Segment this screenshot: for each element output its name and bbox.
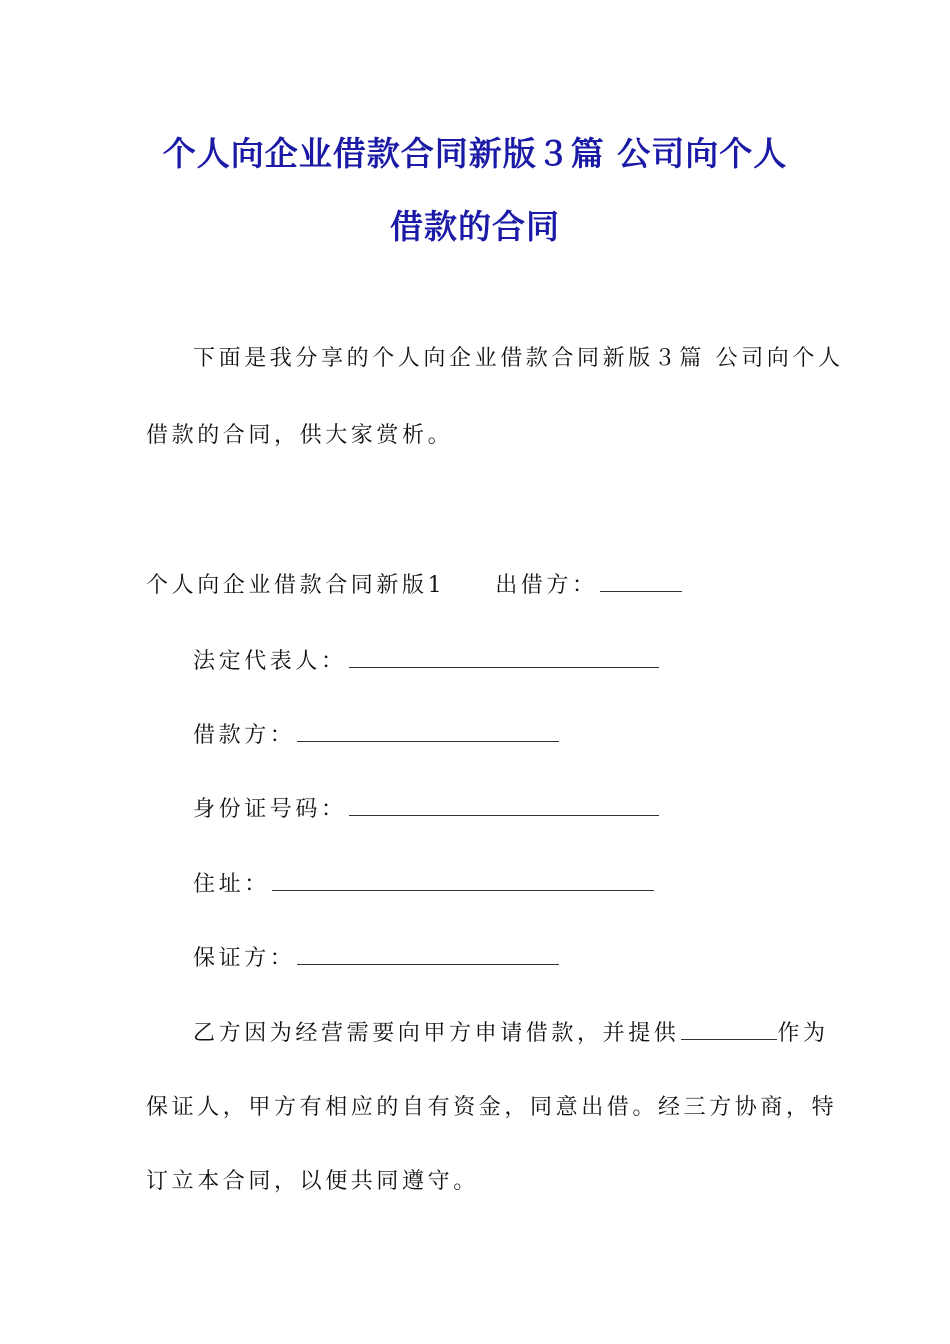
id-number-label: 身份证号码： [193,797,347,822]
borrower-row [193,719,559,751]
paragraph-line-1-end: 作为 [777,1021,829,1046]
guarantor-label: 保证方： [193,946,296,971]
legal-rep-blank[interactable] [349,645,659,668]
lender-blank[interactable] [600,569,682,592]
paragraph-line-1 [193,1017,829,1049]
address-label: 住址： [193,872,270,897]
address-row [193,868,654,900]
document-title-line-1: 个人向企业借款合同新版３篇 公司向个人 [162,134,788,173]
borrower-blank[interactable] [297,719,559,742]
legal-rep-row [193,645,659,677]
paragraph-line-2: 保证人，甲方有相应的自有资金，同意出借。经三方协商，特 [146,1095,838,1120]
guarantor-row [193,942,559,974]
intro-line-1: 下面是我分享的个人向企业借款合同新版３篇 公司向个人 [193,346,844,371]
id-number-row [193,793,659,825]
section-heading-row [146,569,682,601]
guarantor-name-blank[interactable] [681,1017,777,1040]
legal-rep-label: 法定代表人： [193,649,347,674]
document-title-line-2: 借款的合同 [390,207,560,246]
address-blank[interactable] [272,868,654,891]
guarantor-blank[interactable] [297,942,559,965]
intro-line-2: 借款的合同，供大家赏析。 [146,423,454,448]
borrower-label: 借款方： [193,723,296,748]
section-heading: 个人向企业借款合同新版1 [146,573,446,598]
lender-label: 出借方： [495,573,598,598]
id-number-blank[interactable] [349,793,659,816]
paragraph-line-1-start: 乙方因为经营需要向甲方申请借款，并提供 [193,1021,680,1046]
paragraph-line-3: 订立本合同，以便共同遵守。 [146,1169,479,1194]
